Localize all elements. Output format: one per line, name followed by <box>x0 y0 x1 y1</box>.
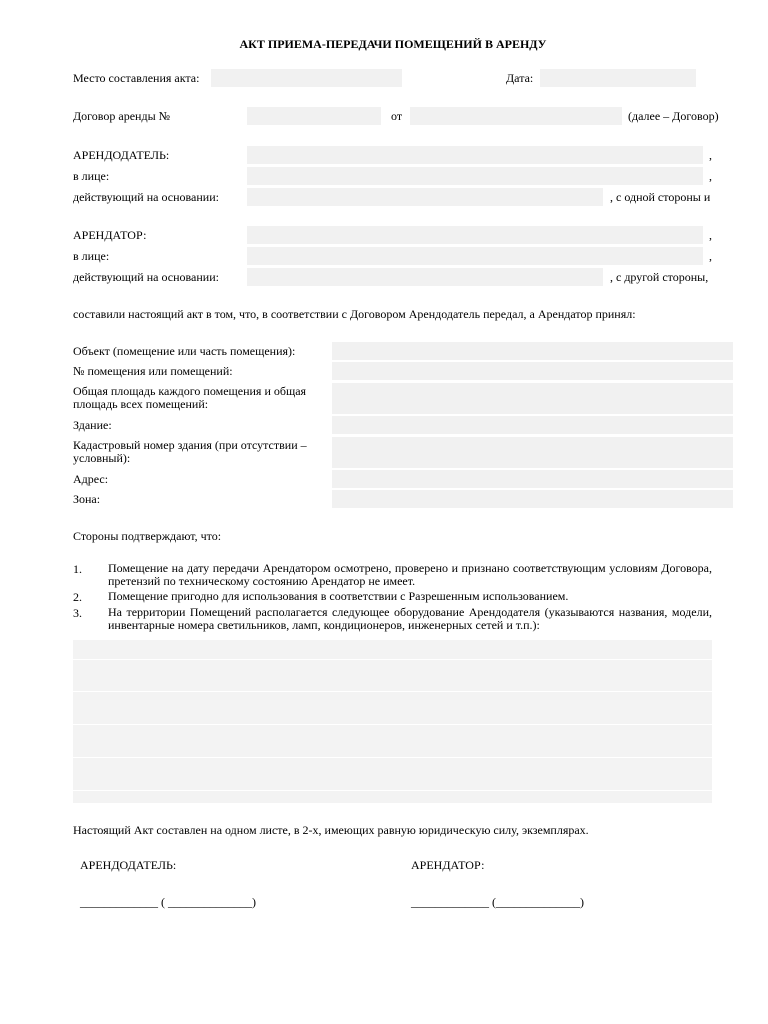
landlord-label: АРЕНДОДАТЕЛЬ: <box>73 148 170 162</box>
landlord-basis-field[interactable] <box>247 188 603 206</box>
item-text: На территории Помещений располагается следующее оборудование Арендодателя (указываются названия, модели, инвентарные номера светильников, ламп, кондиционеров, инженерных сетей и т.п.): <box>108 605 712 632</box>
table-row-divider <box>73 691 712 692</box>
zone-field[interactable] <box>332 490 733 508</box>
tenant-side-text: , с другой стороны, <box>610 270 709 284</box>
building-label: Здание: <box>73 418 112 432</box>
contract-number-field[interactable] <box>247 107 381 125</box>
place-label: Место составления акта: <box>73 71 200 85</box>
table-row-divider <box>73 790 712 791</box>
object-label: Объект (помещение или часть помещения): <box>73 344 296 358</box>
landlord-person-label: в лице: <box>73 169 110 183</box>
signature-tenant-line[interactable]: _____________ (______________) <box>411 895 584 909</box>
area-field[interactable] <box>332 383 733 414</box>
landlord-basis-label: действующий на основании: <box>73 190 219 204</box>
cadastral-field[interactable] <box>332 437 733 468</box>
signature-landlord-line[interactable]: _____________ ( ______________) <box>80 895 256 909</box>
object-field[interactable] <box>332 342 733 360</box>
tenant-person-comma: , <box>709 249 712 263</box>
room-number-field[interactable] <box>332 362 733 380</box>
page-title: АКТ ПРИЕМА-ПЕРЕДАЧИ ПОМЕЩЕНИЙ В АРЕНДУ <box>239 37 547 51</box>
item-number: 1. <box>73 562 82 576</box>
landlord-person-field[interactable] <box>247 167 703 185</box>
table-row-divider <box>73 724 712 725</box>
tenant-basis-label: действующий на основании: <box>73 270 219 284</box>
place-field[interactable] <box>211 69 402 87</box>
address-label: Адрес: <box>73 472 109 486</box>
address-field[interactable] <box>332 470 733 488</box>
tenant-basis-field[interactable] <box>247 268 603 286</box>
contract-label: Договор аренды № <box>73 109 171 123</box>
table-row-divider <box>73 757 712 758</box>
closing-text: Настоящий Акт составлен на одном листе, в 2-х, имеющих равную юридическую силу, экземплярах. <box>73 823 589 837</box>
tenant-name-field[interactable] <box>247 226 703 244</box>
contract-date-field[interactable] <box>410 107 622 125</box>
item-number: 3. <box>73 606 82 620</box>
room-number-label: № помещения или помещений: <box>73 364 233 378</box>
confirm-text: Стороны подтверждают, что: <box>73 529 222 543</box>
date-field[interactable] <box>540 69 696 87</box>
zone-label: Зона: <box>73 492 101 506</box>
landlord-name-field[interactable] <box>247 146 703 164</box>
equipment-table[interactable] <box>73 640 712 803</box>
table-row-divider <box>73 659 712 660</box>
contract-from-label: от <box>391 109 403 123</box>
date-label: Дата: <box>506 71 534 85</box>
intro-text: составили настоящий акт в том, что, в соответствии с Договором Арендодатель передал, а Арендатор принял: <box>73 307 636 321</box>
contract-suffix: (далее – Договор) <box>628 109 719 123</box>
item-text: Помещение на дату передачи Арендатором осмотрено, проверено и признано соответствующим условиям Договора, претензий по техническому состоянию Арендатор не имеет. <box>108 561 712 588</box>
item-number: 2. <box>73 590 82 604</box>
tenant-person-label: в лице: <box>73 249 110 263</box>
tenant-label: АРЕНДАТОР: <box>73 228 147 242</box>
area-label: Общая площадь каждого помещения и общая площадь всех помещений: <box>73 384 307 411</box>
building-field[interactable] <box>332 416 733 434</box>
cadastral-label: Кадастровый номер здания (при отсутствии – условный): <box>73 438 307 465</box>
tenant-name-comma: , <box>709 228 712 242</box>
item-text: Помещение пригодно для использования в соответствии с Разрешенным использованием. <box>108 589 569 603</box>
landlord-side-text: , с одной стороны и <box>610 190 711 204</box>
signature-landlord-label: АРЕНДОДАТЕЛЬ: <box>80 858 177 872</box>
landlord-person-comma: , <box>709 169 712 183</box>
tenant-person-field[interactable] <box>247 247 703 265</box>
signature-tenant-label: АРЕНДАТОР: <box>411 858 485 872</box>
landlord-name-comma: , <box>709 148 712 162</box>
